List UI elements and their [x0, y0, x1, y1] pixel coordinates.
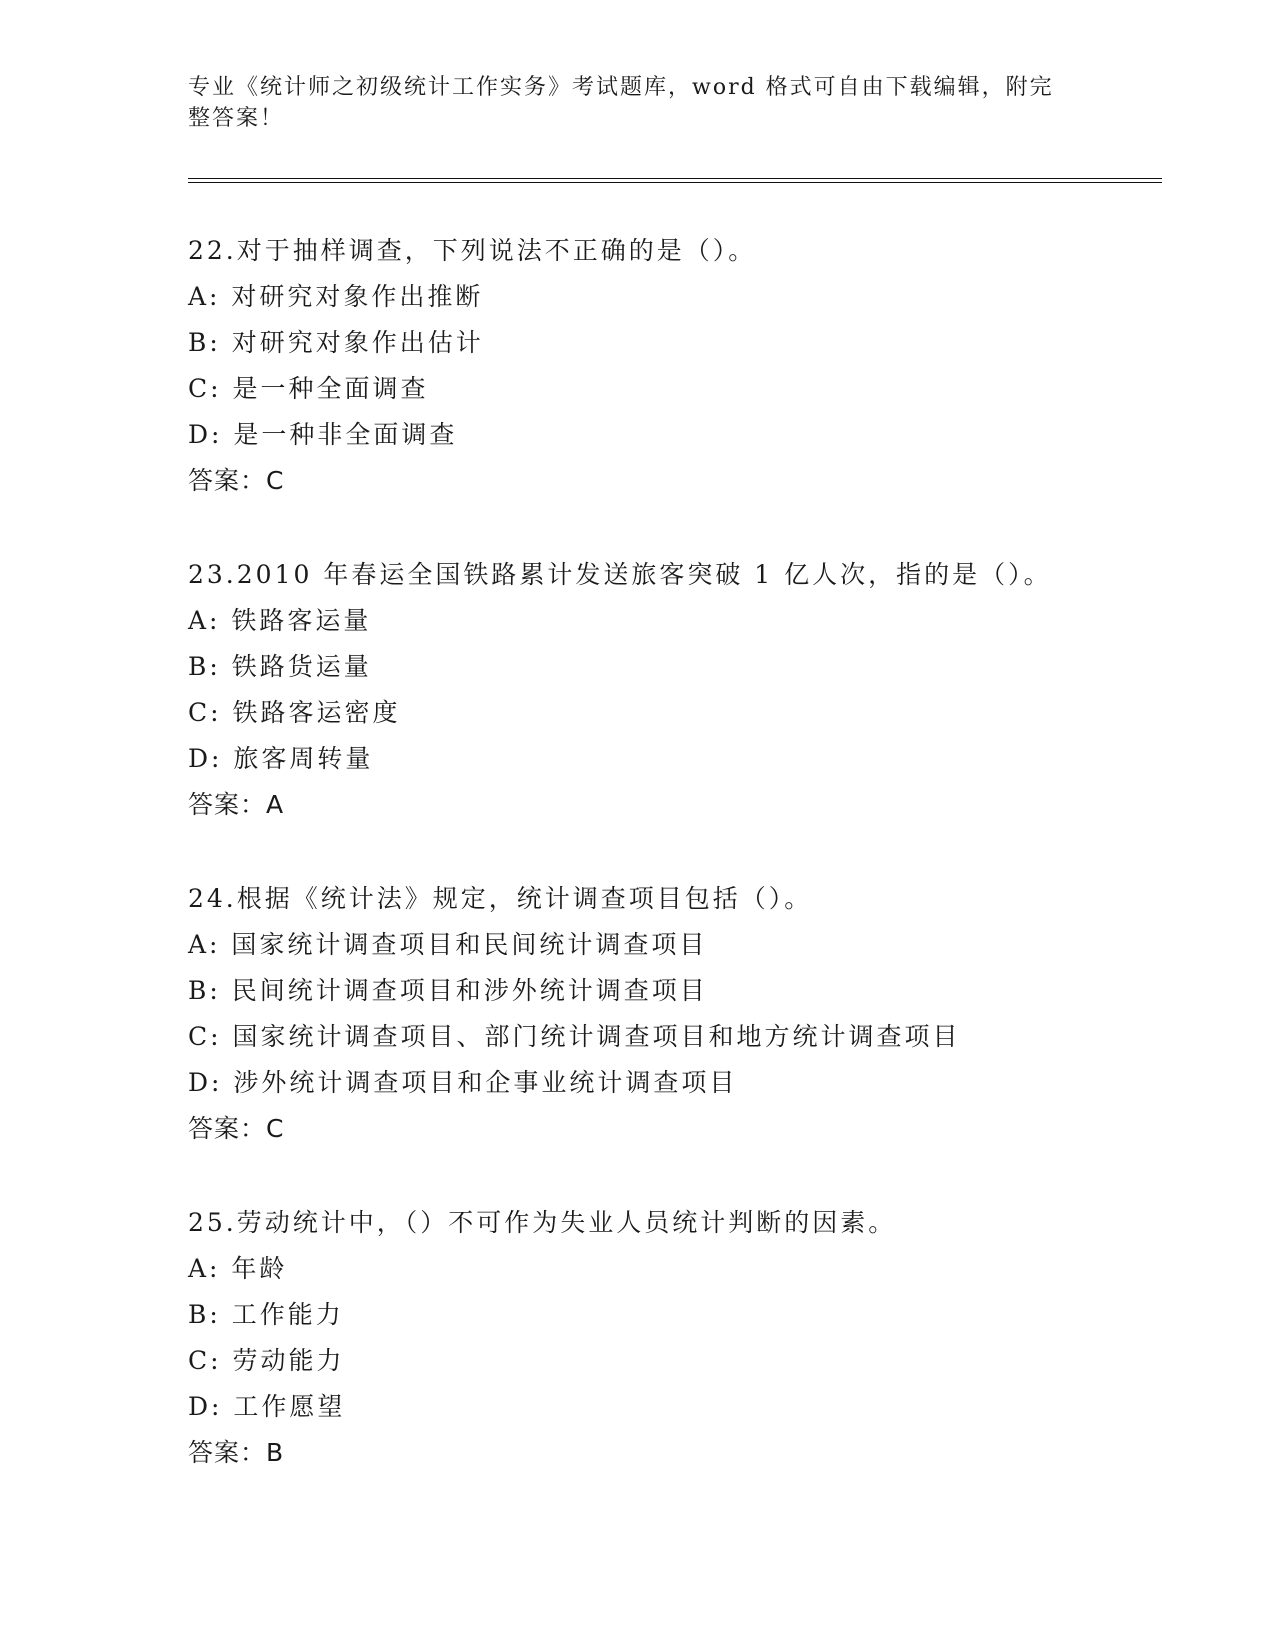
question-22: [188, 228, 1188, 504]
option-c: C: 是一种全面调查: [188, 374, 429, 403]
option-b: B: 民间统计调查项目和涉外统计调查项目: [188, 976, 708, 1005]
option-c: C: 铁路客运密度: [188, 698, 401, 727]
header-line-1: 专业《统计师之初级统计工作实务》考试题库，word 格式可自由下载编辑，附完: [188, 75, 1054, 100]
question-stem: 24.根据《统计法》规定，统计调查项目包括（）。: [188, 884, 813, 913]
option-a: A: 年龄: [188, 1254, 288, 1283]
option-c: C: 国家统计调查项目、部门统计调查项目和地方统计调查项目: [188, 1022, 961, 1051]
option-d: D: 旅客周转量: [188, 744, 374, 773]
option-d: D: 工作愿望: [188, 1392, 346, 1421]
question-stem: 23.2010 年春运全国铁路累计发送旅客突破 1 亿人次，指的是（）。: [188, 560, 1052, 589]
header-double-rule: [188, 178, 1162, 183]
option-d: D: 涉外统计调查项目和企事业统计调查项目: [188, 1068, 738, 1097]
option-a: A: 国家统计调查项目和民间统计调查项目: [188, 930, 708, 959]
answer-line: 答案：C: [188, 466, 285, 495]
option-c: C: 劳动能力: [188, 1346, 345, 1375]
option-b: B: 对研究对象作出估计: [188, 328, 484, 357]
document-header: [188, 72, 1088, 134]
answer-line: 答案：B: [188, 1438, 285, 1467]
question-25: [188, 1200, 1188, 1476]
option-a: A: 对研究对象作出推断: [188, 282, 484, 311]
option-b: B: 工作能力: [188, 1300, 344, 1329]
option-b: B: 铁路货运量: [188, 652, 372, 681]
question-stem: 25.劳动统计中，（）不可作为失业人员统计判断的因素。: [188, 1208, 897, 1237]
option-d: D: 是一种非全面调查: [188, 420, 458, 449]
answer-line: 答案：C: [188, 1114, 285, 1143]
header-line-2: 整答案！: [188, 106, 285, 131]
question-24: [188, 876, 1188, 1152]
question-stem: 22.对于抽样调查，下列说法不正确的是（）。: [188, 236, 757, 265]
answer-line: 答案：A: [188, 790, 285, 819]
question-23: [188, 552, 1188, 828]
option-a: A: 铁路客运量: [188, 606, 372, 635]
